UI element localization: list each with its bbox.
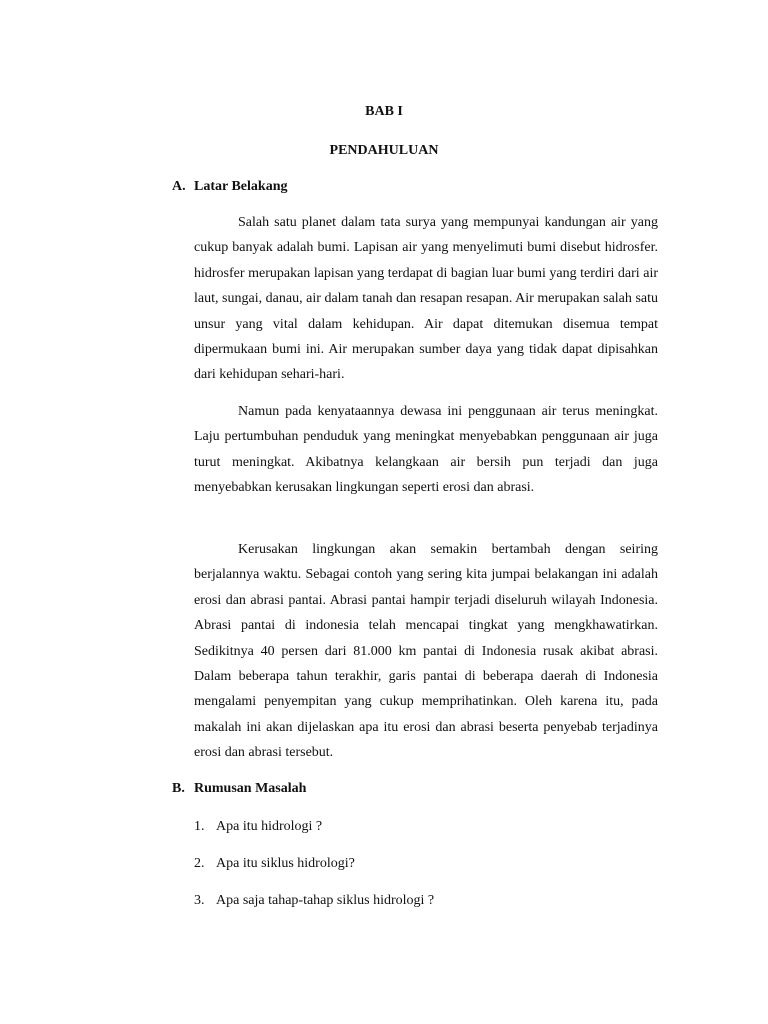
list-item: [194, 856, 355, 872]
list-text: Apa itu hidrologi ?: [216, 819, 323, 834]
section-letter: B.: [172, 781, 185, 796]
list-number: 2.: [194, 856, 205, 871]
paragraph-2: Namun pada kenyataannya dewasa ini penggunaan air terus meningkat. Laju pertumbuhan penduduk yang meningkat menyebabkan penggunaan air juga turut meningkat. Akibatnya kelangkaan air bersih pun terjadi dan juga menyebabkan kerusakan lingkungan seperti erosi dan abrasi.: [194, 404, 658, 496]
section-title: Rumusan Masalah: [194, 781, 307, 796]
chapter-number: BAB I: [365, 104, 403, 119]
paragraph-1: Salah satu planet dalam tata surya yang mempunyai kandungan air yang cukup banyak adalah bumi. Lapisan air yang menyelimuti bumi disebut hidrosfer. hidrosfer merupakan lapisan yang terdapat di bagian luar bumi yang terdiri dari air laut, sungai, danau, air dalam tanah dan resapan resapan. Air merupakan salah satu unsur yang vital dalam kehidupan. Air dapat ditemukan disemua tempat dipermukaan bumi ini. Air merupakan sumber daya yang tidak dapat dipisahkan dari kehidupan sehari-hari.: [194, 215, 658, 383]
section-letter: A.: [172, 179, 186, 194]
paragraph-3: Kerusakan lingkungan akan semakin bertambah dengan seiring berjalannya waktu. Sebagai contoh yang sering kita jumpai belakangan ini adalah erosi dan abrasi pantai. Abrasi pantai hampir terjadi diseluruh wilayah Indonesia. Abrasi pantai di indonesia telah mencapai tingkat yang mengkhawatirkan. Sedikitnya 40 persen dari 81.000 km pantai di Indonesia rusak akibat abrasi. Dalam beberapa tahun terakhir, garis pantai di beberapa daerah di Indonesia mengalami penyempitan yang cukup memprihatinkan. Oleh karena itu, pada makalah ini akan dijelaskan apa itu erosi dan abrasi beserta penyebab terjadinya erosi dan abrasi tersebut.: [194, 542, 658, 761]
list-number: 3.: [194, 893, 205, 908]
list-text: Apa saja tahap-tahap siklus hidrologi ?: [216, 893, 435, 908]
section-heading-latar-belakang: [172, 179, 287, 195]
list-item: [194, 819, 322, 835]
chapter-title: PENDAHULUAN: [329, 143, 439, 158]
list-text: Apa itu siklus hidrologi?: [216, 856, 355, 871]
list-number: 1.: [194, 819, 205, 834]
list-item: [194, 893, 434, 909]
section-title: Latar Belakang: [194, 179, 288, 194]
section-heading-rumusan-masalah: [172, 781, 306, 797]
